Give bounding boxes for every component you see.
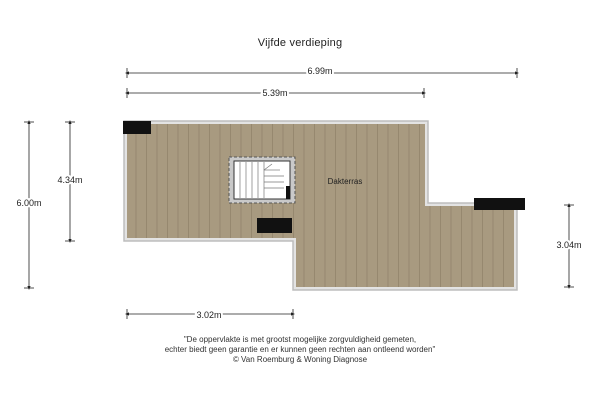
dimension-lower-width [127, 309, 293, 320]
dimension-total-width [127, 66, 517, 78]
dimension-upper-width [127, 88, 424, 98]
dimension-label-upper-width: 5.39m [262, 88, 288, 98]
copyright-line: © Van Roemburg & Woning Diagnose [232, 355, 368, 364]
dimension-label-total-depth: 6.00m [16, 198, 42, 208]
dimension-label-lower-width: 3.02m [196, 310, 222, 320]
dimension-label-right-depth: 3.04m [556, 240, 582, 250]
roof-block-center [257, 218, 292, 233]
stair-opening [229, 157, 295, 203]
disclaimer-line-2: echter biedt geen garantie en er kunnen geen rechten aan ontleend worden" [164, 345, 436, 354]
dimension-label-upper-depth: 4.34m [57, 175, 83, 185]
roof-block-top-left [123, 121, 151, 134]
dimension-right-depth [556, 205, 581, 287]
dimension-label-total-width: 6.99m [307, 66, 333, 76]
floor-title: Vijfde verdieping [257, 37, 343, 49]
disclaimer [0, 335, 600, 365]
room-label: Dakterras [327, 177, 363, 186]
disclaimer-line-1: "De oppervlakte is met grootst mogelijke zorgvuldigheid gemeten, [183, 335, 417, 344]
roof-block-right [474, 198, 525, 210]
dimension-total-depth [16, 122, 41, 288]
dimension-upper-depth [57, 122, 82, 241]
